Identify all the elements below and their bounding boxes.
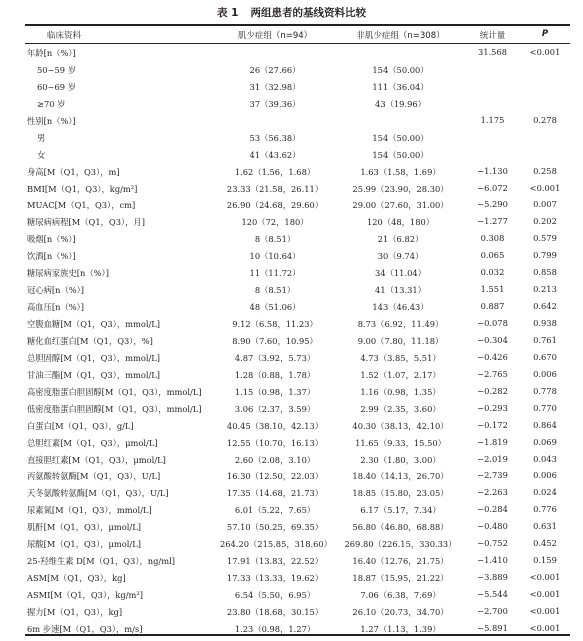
clinical-item: 冠心病[n（%）] [27,285,85,296]
statistic-value: −1.410 [477,555,508,566]
p-value: 0.770 [533,402,557,413]
table-row [25,264,570,281]
clinical-item: MUAC[M（Q1，Q3），cm] [27,200,136,211]
p-value: 0.858 [533,267,557,278]
p-value: 0.043 [533,453,557,464]
clinical-item: 空腹血糖[M（Q1，Q3），mmol/L] [27,319,161,329]
clinical-item: 糖尿病病程[M（Q1，Q3），月] [27,217,145,228]
non-sarcopenia-value: 1.16（0.98，1.35） [360,386,441,397]
sarcopenia-value: 1.15（0.98，1.37） [234,386,316,397]
non-sarcopenia-value: 21（6.82） [377,234,424,245]
non-sarcopenia-value: 154（50.00） [372,132,429,143]
non-sarcopenia-value: 40.30（38.13，42.10） [352,420,449,431]
p-value: 0.006 [533,368,557,379]
sarcopenia-value: 6.01（5.22，7.65） [234,505,316,516]
header-clinical-data: 临床资料 [47,31,82,41]
p-value: <0.001 [529,47,561,57]
non-sarcopenia-value: 154（50.00） [372,64,429,75]
p-value: 0.761 [533,334,557,345]
p-value: <0.001 [529,589,561,599]
non-sarcopenia-value: 16.40（12.76，21.75） [352,556,449,567]
table-row [25,400,570,417]
clinical-item: 女 [37,149,46,160]
clinical-item: 年龄[n（%）] [27,48,76,58]
table-row [25,535,570,552]
sarcopenia-value: 17.35（14.68，21.73） [226,488,324,499]
statistic-value: −0.480 [477,521,508,532]
statistic-value: −2.700 [477,605,508,616]
table-caption: 两组患者的基线资料比较 [250,7,366,19]
statistic-value: −1.277 [477,216,508,227]
clinical-item: ASM[M（Q1，Q3），kg] [27,573,126,584]
p-value: 0.452 [533,538,557,549]
table-header [25,25,570,43]
table-row [25,230,570,247]
statistic-value: −0.078 [477,318,508,328]
sarcopenia-value: 1.62（1.56，1.68） [234,166,316,177]
statistic-value: −5.891 [477,622,508,633]
statistic-value: −6.072 [477,182,508,193]
table-row [25,78,570,95]
clinical-item: 性别[n（%）] [27,115,76,126]
table-row [25,112,570,129]
statistic-value: −1.819 [477,436,508,447]
clinical-item: ASMI[M（Q1，Q3），kg/m²] [27,590,143,600]
sarcopenia-value: 10（10.64） [249,251,301,262]
clinical-item: 总胆红素[M（Q1，Q3），μmol/L] [27,437,158,448]
table-row [25,129,570,146]
non-sarcopenia-value: 18.87（15.95，21.22） [352,573,449,584]
non-sarcopenia-value: 26.10（20.73，34.70） [352,606,449,617]
non-sarcopenia-value: 25.99（23.90，28.30） [352,183,449,194]
sarcopenia-value: 26（27.66） [249,64,301,75]
statistic-value: 0.065 [480,250,505,261]
clinical-item: 吸烟[n（%）] [27,234,76,245]
statistic-value: −3.889 [477,572,508,583]
table-row [25,467,570,484]
sarcopenia-value: 41（43.62） [249,149,301,160]
table-row [25,61,570,78]
non-sarcopenia-value: 11.65（9.33，15.50） [355,437,446,448]
p-value: 0.778 [533,385,557,396]
non-sarcopenia-value: 1.27（1.13，1.39） [360,623,441,634]
statistic-value: −0.752 [477,538,508,549]
statistic-value: −0.284 [477,504,508,515]
p-value: 0.864 [533,419,557,430]
table-row [25,196,570,213]
non-sarcopenia-value: 30（9.74） [377,251,424,262]
sarcopenia-value: 4.87（3.92，5.73） [234,352,316,363]
header-statistic: 统计量 [479,31,506,41]
table-row [25,417,570,434]
non-sarcopenia-value: 29.00（27.60，31.00） [352,200,449,211]
sarcopenia-value: 6.54（5.50，6.95） [234,590,316,600]
non-sarcopenia-value: 8.73（6.92，11.49） [357,319,444,329]
sarcopenia-value: 9.12（6.58，11.23） [232,319,318,329]
sarcopenia-value: 8.90（7.60，10.95） [232,335,318,346]
sarcopenia-value: 11（11.72） [249,268,301,279]
sarcopenia-value: 23.33（21.58，26.11） [226,183,324,194]
non-sarcopenia-value: 4.73（3.85，5.51） [360,352,441,363]
p-value: 0.776 [533,504,557,515]
table-row [25,332,570,349]
clinical-item: BMI[M（Q1，Q3），kg/m²] [27,183,138,194]
sarcopenia-value: 53（56.38） [249,132,301,143]
clinical-item: 直接胆红素[M（Q1，Q3），μmol/L] [27,454,166,465]
non-sarcopenia-value: 43（19.96） [375,98,426,109]
p-value: <0.001 [529,622,561,633]
sarcopenia-value: 1.28（0.88，1.78） [234,369,316,380]
clinical-item: 饮酒[n（%）] [27,251,76,262]
table-row [25,586,570,603]
clinical-item: 50~59 岁 [37,64,77,75]
sarcopenia-value: 17.91（13.83，22.52） [226,556,324,567]
table-row [25,569,570,586]
non-sarcopenia-value: 2.99（2.35，3.60） [360,403,441,414]
p-value: 0.278 [533,114,557,125]
table-row [25,501,570,518]
statistic-value: −0.304 [477,334,508,345]
sarcopenia-value: 31（32.98） [249,81,301,92]
table-row [25,213,570,230]
non-sarcopenia-value: 18.40（14.13，26.70） [352,471,449,482]
clinical-item: 尿素氮[M（Q1，Q3），mmol/L] [27,505,152,516]
p-value: <0.001 [529,605,561,616]
clinical-item: 总胆固醇[M（Q1，Q3），mmol/L] [27,352,161,363]
table-row [25,281,570,298]
non-sarcopenia-value: 1.52（1.07，2.17） [360,369,441,380]
clinical-item: 6m 步速[M（Q1，Q3），m/s] [27,623,143,634]
p-value: 0.938 [533,318,557,328]
p-value: 0.159 [533,555,557,566]
non-sarcopenia-value: 269.80（226.15，330.33） [344,539,457,550]
sarcopenia-value: 17.33（13.33，19.62） [226,573,324,584]
statistic-value: 0.308 [480,233,505,244]
clinical-item: 低密度脂蛋白胆固醇[M（Q1，Q3），mmol/L] [27,403,202,414]
table-row [25,44,570,61]
table-row [25,603,570,620]
statistic-value: 1.551 [480,284,505,295]
table-row [25,518,570,535]
sarcopenia-value: 23.80（18.68，30.15） [226,606,324,617]
p-value: 0.631 [533,521,557,532]
statistic-value: −0.282 [477,385,508,396]
clinical-item: 天冬氨酸转氨酶[M（Q1，Q3），U/L] [27,488,169,499]
statistic-value: −2.739 [477,470,508,481]
statistic-value: −0.426 [477,351,508,362]
sarcopenia-value: 26.90（24.68，29.60） [226,200,324,211]
non-sarcopenia-value: 6.17（5.17，7.34） [360,505,441,516]
non-sarcopenia-value: 34（11.04） [375,268,426,279]
table-row [25,95,570,112]
p-value: 0.069 [533,436,557,447]
clinical-item: 握力[M（Q1，Q3），kg] [27,606,123,617]
statistic-value: −5.290 [477,199,508,210]
clinical-item: 白蛋白[M（Q1，Q3），g/L] [27,420,134,431]
sarcopenia-value: 16.30（12.50，22.03） [226,471,324,482]
table-number: 表 1 [217,7,239,19]
header-p-value: P [541,29,549,39]
clinical-item: 糖化血红蛋白[M（Q1，Q3），%] [27,335,153,346]
non-sarcopenia-value: 1.63（1.58，1.69） [360,166,441,177]
table-body [25,44,570,637]
table-row [25,349,570,366]
table-row [25,180,570,197]
table-row [25,451,570,468]
statistic-value: −0.172 [477,419,508,430]
p-value: 0.213 [533,284,557,295]
p-value: 0.202 [533,216,557,227]
statistic-value: 1.175 [480,114,505,125]
table-row [25,552,570,569]
statistic-value: −1.130 [477,165,508,176]
non-sarcopenia-value: 7.06（6.38，7.69） [360,590,441,600]
sarcopenia-value: 48（51.06） [249,302,301,313]
non-sarcopenia-value: 120（48，180） [366,217,435,228]
statistic-value: 31.568 [477,47,508,57]
statistic-value: 0.032 [480,267,505,278]
clinical-item: ≥70 岁 [37,98,66,109]
p-value: <0.001 [529,572,561,583]
statistic-value: −2.765 [477,368,508,379]
p-value: 0.670 [533,351,557,362]
clinical-item: 60~69 岁 [37,81,77,92]
statistic-value: −2.019 [477,453,508,464]
non-sarcopenia-value: 9.00（7.80，11.18） [357,335,444,346]
table-row [25,366,570,383]
sarcopenia-value: 8（8.51） [254,234,296,245]
p-value: 0.579 [533,233,557,244]
table-row [25,298,570,315]
clinical-item: 糖尿病家族史[n（%）] [27,268,109,279]
sarcopenia-value: 37（39.36） [249,98,301,109]
sarcopenia-value: 12.55（10.70，16.13） [226,437,324,448]
statistic-value: −0.293 [477,402,508,413]
p-value: <0.001 [529,182,561,193]
clinical-item: 身高[M（Q1，Q3），m] [27,166,120,177]
non-sarcopenia-value: 18.85（15.80，23.05） [352,488,449,499]
sarcopenia-value: 57.10（50.25，69.35） [226,522,324,533]
statistic-value: −5.544 [477,589,508,599]
table-row [25,247,570,264]
sarcopenia-value: 264.20（215.85，318.60） [220,539,332,550]
table-row [25,163,570,180]
p-value: 0.799 [533,250,557,261]
non-sarcopenia-value: 41（13.31） [375,285,426,296]
sarcopenia-value: 40.45（38.10，42.13） [226,420,324,431]
clinical-item: 甘油三酯[M（Q1，Q3），mmol/L] [27,369,161,380]
clinical-item: 丙氨酸转氨酶[M（Q1，Q3），U/L] [27,471,161,482]
statistic-value: 0.887 [480,301,505,312]
clinical-item: 肌酐[M（Q1，Q3），μmol/L] [27,522,141,533]
clinical-item: 高密度脂蛋白胆固醇[M（Q1，Q3），mmol/L] [27,386,202,397]
p-value: 0.024 [533,487,557,498]
sarcopenia-value: 8（8.51） [254,285,296,296]
clinical-item: 尿酸[M（Q1，Q3），μmol/L] [27,539,141,550]
table-row [25,383,570,400]
sarcopenia-value: 1.23（0.98，1.27） [234,623,316,634]
clinical-item: 25-羟维生素 D[M（Q1，Q3），ng/ml] [27,556,175,567]
sarcopenia-value: 3.06（2.37，3.59） [234,403,316,414]
non-sarcopenia-value: 2.30（1.80，3.00） [360,454,441,465]
non-sarcopenia-value: 56.80（46.80，68.88） [352,522,449,533]
p-value: 0.642 [533,301,557,312]
table-title [0,5,583,20]
header-non-sarcopenia-group: 非肌少症组（n=308） [356,31,445,41]
header-sarcopenia-group: 肌少症组（n=94） [237,31,313,41]
table-row [25,315,570,332]
p-value: 0.007 [533,199,557,210]
non-sarcopenia-value: 143（46.43） [372,302,429,313]
non-sarcopenia-value: 154（50.00） [372,149,429,160]
clinical-item: 男 [37,132,46,143]
table-row [25,434,570,451]
sarcopenia-value: 120（72，180） [241,217,309,228]
bottom-rule [25,634,570,636]
statistic-value: −2.263 [477,487,508,498]
table-row [25,146,570,163]
table-row [25,484,570,501]
clinical-item: 高血压[n（%）] [27,302,85,313]
p-value: 0.006 [533,470,557,481]
sarcopenia-value: 2.60（2.08，3.10） [234,454,316,465]
non-sarcopenia-value: 111（36.04） [372,81,429,92]
p-value: 0.258 [533,165,557,176]
